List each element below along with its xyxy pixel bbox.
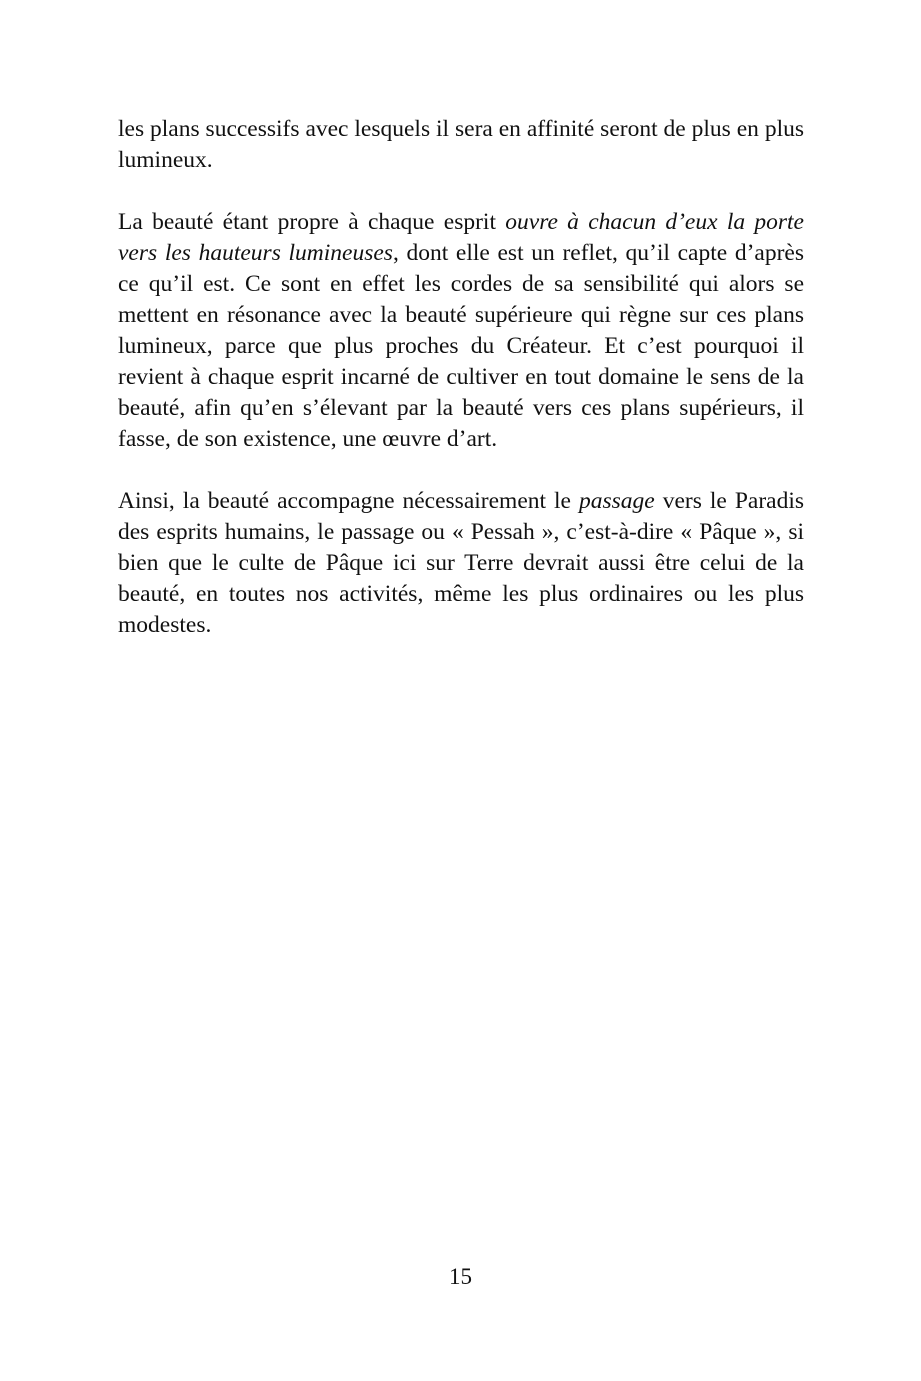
paragraph-3-text-end: vers le Paradis des esprits humains, le passage ou « Pessah », c’est-à-dire « Pâque », si bien que le culte de Pâque ici sur Terre devrait aussi être celui de la beauté, en toutes nos activités, même les plus ordinaires ou les plus modestes. <box>118 488 804 638</box>
paragraph-2 <box>118 207 804 455</box>
page-number: 15 <box>449 1264 472 1289</box>
paragraph-2-text-end: , dont elle est un reflet, qu’il capte d’après ce qu’il est. Ce sont en effet les cordes de sa sensibilité qui alors se mettent en résonance avec la beauté supérieure qui règne sur ces plans lumineux, parce que plus proches du Créateur. Et c’est pourquoi il revient à chaque esprit incarné de cultiver en tout domaine le sens de la beauté, afin qu’en s’élevant par la beauté vers ces plans supérieurs, il fasse, de son existence, une œuvre d’art. <box>118 240 804 452</box>
paragraph-1 <box>118 114 804 176</box>
body-text <box>118 114 804 641</box>
paragraph-3 <box>118 486 804 641</box>
paragraph-2-text-start: La beauté étant propre à chaque esprit <box>118 209 506 235</box>
paragraph-3-italic-word: passage <box>578 488 655 514</box>
paragraph-1-text: les plans successifs avec lesquels il sera en affinité seront de plus en plus lumineux. <box>118 116 804 173</box>
paragraph-2-italic-phrase: ouvre à chacun d’eux la porte vers les hauteurs lumineuses <box>118 209 804 266</box>
paragraph-3-text-start: Ainsi, la beauté accompagne nécessairement le <box>118 488 579 514</box>
